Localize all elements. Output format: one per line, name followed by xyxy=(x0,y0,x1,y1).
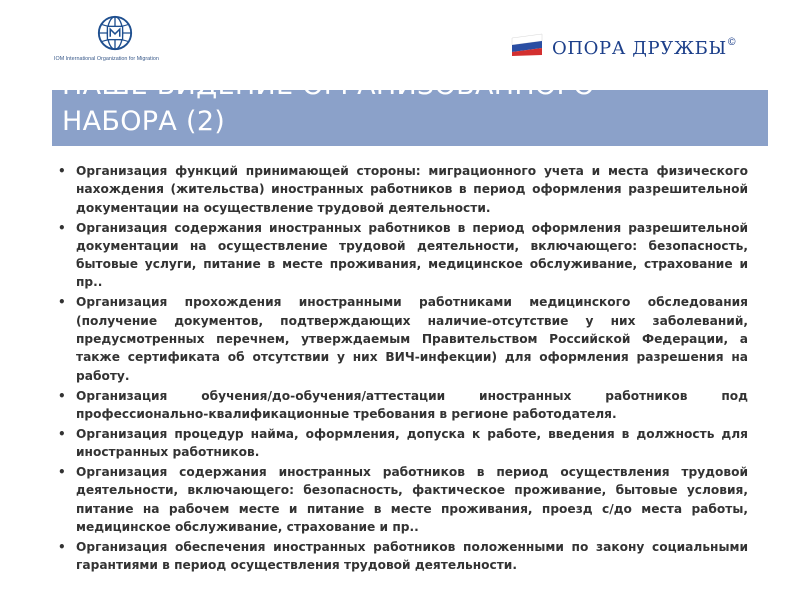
bullet-icon: • xyxy=(58,164,66,178)
russian-flag-icon xyxy=(512,34,542,56)
list-item: • Организация процедур найма, оформления, допуска к работе, введения в должность для иностранных работников. xyxy=(58,426,748,460)
bullet-icon: • xyxy=(58,426,66,441)
bullet-icon: • xyxy=(58,220,66,235)
bullet-icon: • xyxy=(58,295,66,310)
list-item: • Организация содержания иностранных работников в период осуществления трудовой деятельности, включающего: безопасность, фактическое проживание, бытовые условия, питание на рабочем месте и питание в месте проживания, проезд с/до места работы, медицинское обслуживание, страхование и пр.. xyxy=(58,465,748,535)
opora-druzhby-wordmark: ОПОРА ДРУЖБЫ© xyxy=(552,37,738,59)
iom-caption: IOM International Organization for Migration xyxy=(54,56,159,62)
bullet-list xyxy=(56,162,748,576)
list-item: • Организация обеспечения иностранных работников положенными по закону социальными гарантиями в период осуществления трудовой деятельности. xyxy=(58,540,748,573)
list-item: • Организация функций принимающей стороны: миграционного учета и места физического нахождения (жительства) иностранных работников в период оформления разрешительной документации на осуществление трудовой деятельности. xyxy=(58,164,748,215)
title-band xyxy=(52,70,768,146)
list-item: • Организация содержания иностранных работников в период оформления разрешительной документации на осуществление трудовой деятельности, включающего: безопасность, бытовые услуги, питание в месте проживания, медицинское обслуживание, страхование и пр.. xyxy=(58,220,748,290)
list-item: • Организация прохождения иностранными работниками медицинского обследования (получение документов, подтверждающих наличие-отсутствие у них заболеваний, предусмотренных перечнем, утверждаемым Правительством Российской Федерации, а также сертификата об отсутствии у них ВИЧ-инфекции) для оформления разрешения на работу. xyxy=(58,295,748,383)
iom-logo xyxy=(54,14,172,70)
iom-emblem-icon xyxy=(96,14,134,52)
page-title xyxy=(62,68,595,140)
bullet-icon: • xyxy=(58,540,66,555)
page-title-line-2: НАБОРА (2) xyxy=(62,106,226,137)
page-title-line-1: НАШЕ ВИДЕНИЕ ОРГАНИЗОВАННОГО xyxy=(62,70,595,101)
list-item: • Организация обучения/до-обучения/аттестации иностранных работников под профессионально-квалификационные требования в регионе работодателя. xyxy=(58,388,748,421)
bullet-icon: • xyxy=(58,465,66,480)
bullet-icon: • xyxy=(58,388,66,403)
